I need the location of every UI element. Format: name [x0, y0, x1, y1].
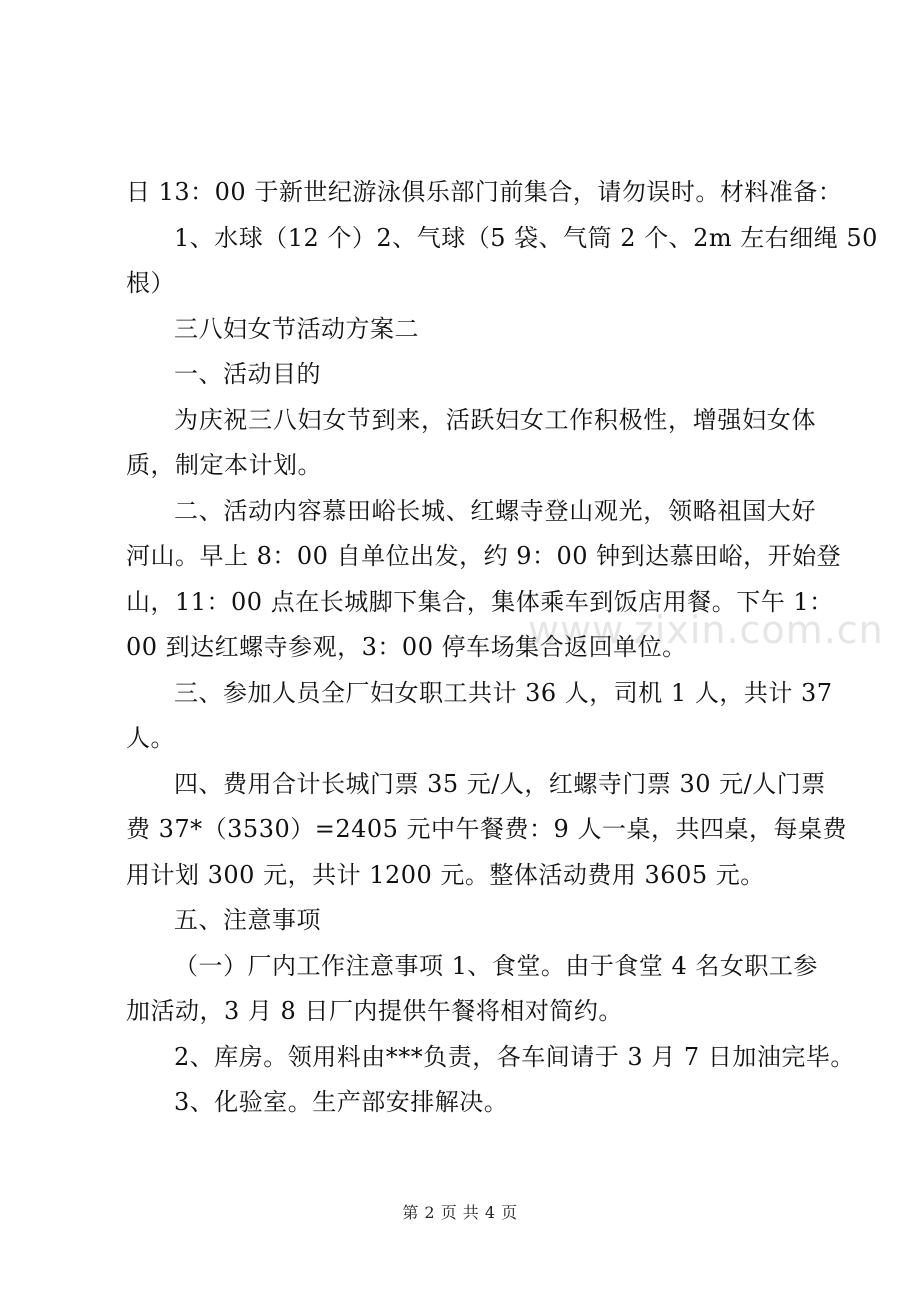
paragraph-line: 为庆祝三八妇女节到来，活跃妇女工作积极性，增强妇女体 [174, 405, 816, 434]
paragraph-line: 二、活动内容慕田峪长城、红螺寺登山观光，领略祖国大好 [174, 496, 816, 525]
paragraph-line: （一）厂内工作注意事项 1、食堂。由于食堂 4 名女职工参 [174, 951, 818, 980]
paragraph-line: 质，制定本计划。 [126, 451, 322, 479]
paragraph-line: 山，11：00 点在长城脚下集合，集体乘车到饭店用餐。下午 1： [126, 587, 834, 616]
paragraph-line: 用计划 300 元，共计 1200 元。整体活动费用 3605 元。 [126, 860, 765, 889]
paragraph-line: 根） [126, 269, 175, 297]
watermark: www.zixin.com.cn [528, 608, 884, 652]
document-body [126, 170, 878, 1126]
paragraph-line: 三、参加人员全厂妇女职工共计 36 人，司机 1 人，共计 37 [174, 678, 833, 707]
section-title: 三八妇女节活动方案二 [174, 314, 419, 343]
section-heading: 五、注意事项 [174, 906, 321, 934]
paragraph-line: 00 到达红螺寺参观，3：00 停车场集合返回单位。 [126, 633, 687, 661]
paragraph-line: 加活动，3 月 8 日厂内提供午餐将相对简约。 [126, 997, 623, 1025]
paragraph-line: 人。 [126, 724, 175, 752]
paragraph-line: 2、库房。领用料由***负责，各车间请于 3 月 7 日加油完毕。 [174, 1042, 855, 1071]
paragraph-line: 河山。早上 8：00 自单位出发，约 9：00 钟到达慕田峪，开始登 [126, 542, 842, 570]
page-number-footer: 第 2 页 共 4 页 [402, 1203, 518, 1222]
paragraph-line: 日 13：00 于新世纪游泳俱乐部门前集合，请勿误时。材料准备： [126, 178, 843, 206]
paragraph-line: 3、化验室。生产部安排解决。 [174, 1088, 509, 1116]
paragraph-line: 四、费用合计长城门票 35 元/人，红螺寺门票 30 元/人门票 [174, 769, 826, 798]
paragraph-line: 1、水球（12 个）2、气球（5 袋、气筒 2 个、2m 左右细绳 50 [174, 223, 878, 252]
paragraph-line: 费 37*（3530）=2405 元中午餐费：9 人一桌，共四桌，每桌费 [126, 815, 847, 843]
section-heading: 一、活动目的 [174, 360, 321, 388]
